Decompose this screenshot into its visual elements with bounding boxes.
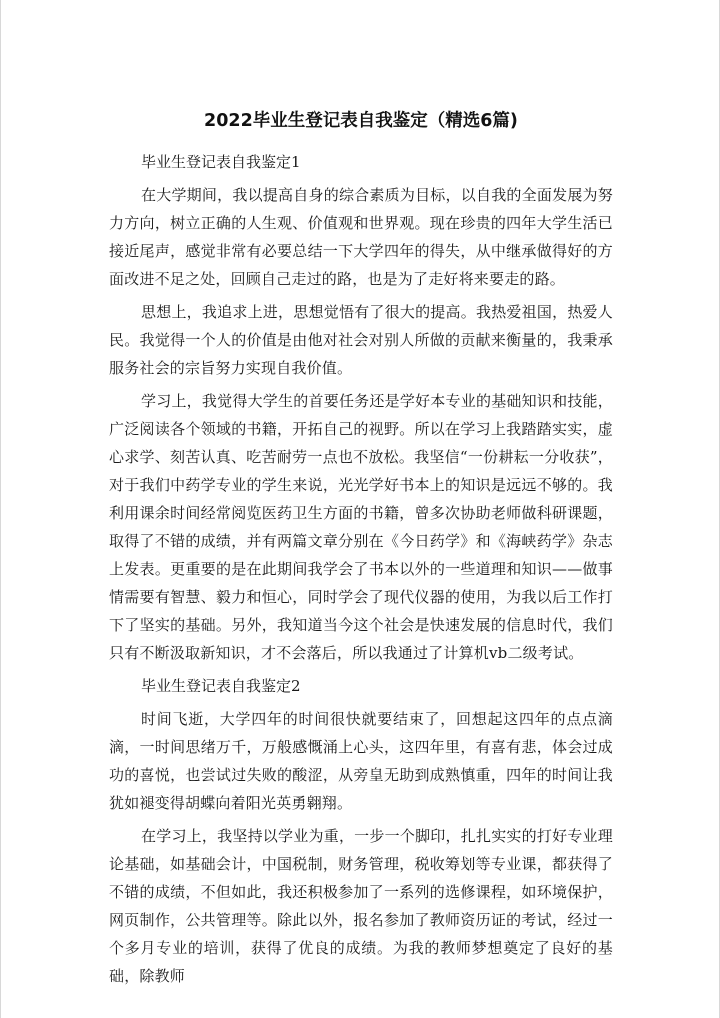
paragraph: 学习上，我觉得大学生的首要任务还是学好本专业的基础知识和技能，广泛阅读各个领域的书籍，开拓自己的视野。所以在学习上我踏踏实实，虚心求学、刻苦认真、吃苦耐劳一点也不放松。我坚信“一份耕耘一分收获”，对于我们中药学专业的学生来说，光光学好书本上的知识是远远不够的。我利用课余时间经常阅览医药卫生方面的书籍，曾多次协助老师做科研课题，取得了不错的成绩，并有两篇文章分别在《今日药学》和《海峡药学》杂志上发表。更重要的是在此期间我学会了书本以外的一些道理和知识——做事情需要有智慧、毅力和恒心，同时学会了现代仪器的使用，为我以后工作打下了坚实的基础。另外，我知道当今这个社会是快速发展的信息时代，我们只有不断汲取新知识，才不会落后，所以我通过了计算机vb二级考试。	[109, 392, 613, 662]
section-1	[109, 148, 613, 667]
document-body	[109, 108, 613, 995]
paragraph: 思想上，我追求上进，思想觉悟有了很大的提高。我热爱祖国，热爱人民。我觉得一个人的价值是由他对社会对别人所做的贡献来衡量的，我秉承服务社会的宗旨努力实现自我价值。	[109, 303, 613, 377]
paragraph: 在学习上，我坚持以学业为重，一步一个脚印，扎扎实实的打好专业理论基础，如基础会计，中国税制，财务管理，税收筹划等专业课，都获得了不错的成绩，不但如此，我还积极参加了一系列的选修课程，如环境保护，网页制作，公共管理等。除此以外，报名参加了教师资历证的考试，经过一个多月专业的培训，获得了优良的成绩。为我的教师梦想奠定了良好的基础，除教师	[109, 827, 613, 985]
section-heading: 毕业生登记表自我鉴定2	[141, 677, 301, 695]
section-heading: 毕业生登记表自我鉴定1	[141, 153, 301, 171]
document-title: 2022毕业生登记表自我鉴定（精选6篇)	[204, 111, 518, 131]
paragraph: 时间飞逝，大学四年的时间很快就要结束了，回想起这四年的点点滴滴，一时间思绪万千，万般感慨涌上心头，这四年里，有喜有悲，体会过成功的喜悦，也尝试过失败的酸涩，从旁皇无助到成熟慎重，四年的时间让我犹如褪变得胡蝶向着阳光英勇翱翔。	[109, 710, 613, 812]
paragraph: 在大学期间，我以提高自身的综合素质为目标，以自我的全面发展为努力方向，树立正确的人生观、价值观和世界观。现在珍贵的四年大学生活已接近尾声，感觉非常有必要总结一下大学四年的得失，从中继承做得好的方面改进不足之处，回顾自己走过的路，也是为了走好将来要走的路。	[109, 186, 613, 288]
section-2	[109, 672, 613, 990]
